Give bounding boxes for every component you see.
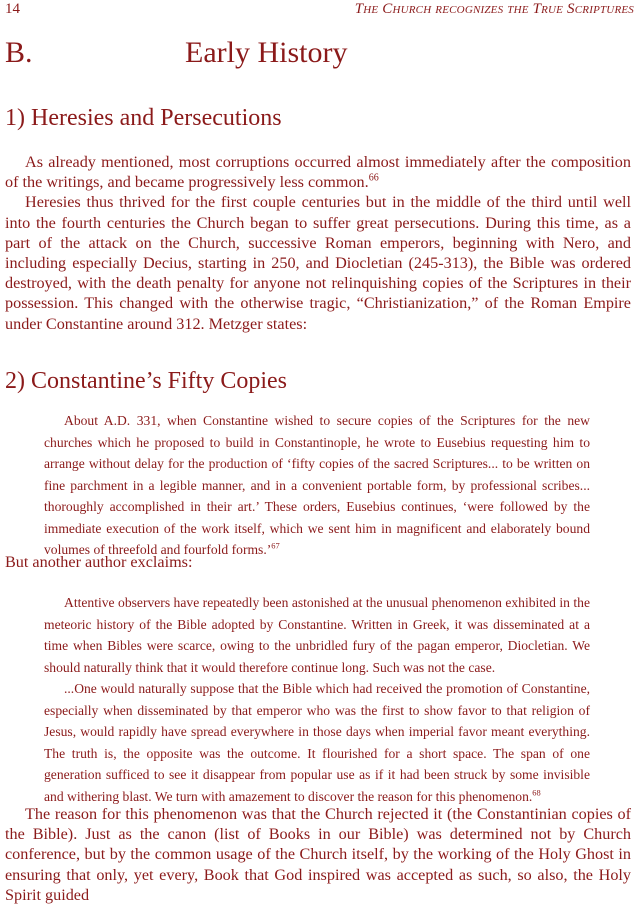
- page-number: 14: [5, 1, 20, 17]
- quote-text: ...One would naturally suppose that the Bible which had received the promotion of Constantine, especially when disseminated by that emperor who was the first to show favor to that religion of Jesus, would rapidly have spread everywhere in those days when imperial favor meant everything. The truth is, the opposite was the outcome. It flourished for a short space. The span of one generation sufficed to see it disappear from popular use as if it had been struck by some invisible and withering blast. We turn with amazement to discover the reason for this phenomenon.: [44, 681, 590, 804]
- paragraph-text: As already mentioned, most corruptions occurred almost immediately after the composition of the writings, and became progressively less common.: [5, 153, 631, 192]
- chapter-letter: B.: [5, 36, 33, 69]
- footnote-ref: 66: [368, 172, 379, 184]
- section-heading-heresies: 1) Heresies and Persecutions: [5, 105, 282, 131]
- paragraph: [5, 552, 631, 572]
- quote-text: About A.D. 331, when Constantine wished to secure copies of the Scriptures for the new churches which he proposed to build in Constantinople, he wrote to Eusebius requesting him to arrange without delay for the production of ‘fifty copies of the sacred Scriptures... to be written on fine parchment in a legible manner, and in a convenient portable form, by professional scribes... thoroughly accomplished in their art.’ These orders, Eusebius continues, ‘were followed by the immediate execution of the work itself, which we sent him in magnificent and elaborately bound volumes of threefold and fourfold forms.’: [44, 413, 590, 557]
- chapter-title: Early History: [185, 36, 348, 69]
- interlude-line: [5, 552, 631, 572]
- paragraph-text: But another author exclaims:: [5, 553, 193, 571]
- paragraph: [5, 192, 631, 333]
- paragraph-text: The reason for this phenomenon was that the Church rejected it (the Constantinian copies of the Bible). Just as the canon (list of Books in our Bible) was determined not by Church conference, but by the common usage of the Church itself, by the working of the Holy Ghost in ensuring that only, yet every, Book that God inspired was accepted as such, so also, the Holy Spirit guided: [5, 805, 631, 904]
- block-quote-author: [44, 592, 590, 807]
- quote-paragraph: [44, 592, 590, 678]
- footnote-ref: 68: [532, 786, 541, 797]
- footnote-ref: 67: [271, 540, 280, 551]
- paragraph: [5, 152, 631, 192]
- section-body-heresies: [5, 152, 631, 334]
- closing-paragraph-block: [5, 804, 631, 905]
- paragraph: [5, 804, 631, 905]
- running-title: The Church recognizes the True Scriptures: [354, 1, 634, 17]
- quote-paragraph: [44, 678, 590, 807]
- chapter-heading: [5, 36, 634, 76]
- block-quote-metzger: [44, 410, 590, 561]
- running-header: [5, 1, 634, 21]
- section-heading-constantine: 2) Constantine’s Fifty Copies: [5, 368, 287, 394]
- quote-text: Attentive observers have repeatedly been astonished at the unusual phenomenon exhibited in the meteoric history of the Bible adopted by Constantine. Written in Greek, it was disseminated at a time when Bibles were scarce, owing to the unbridled fury of the pagan emperor, Diocletian. We should naturally think that it would therefore continue long. Such was not the case.: [44, 595, 590, 675]
- paragraph-text: Heresies thus thrived for the first couple centuries but in the middle of the third until well into the fourth centuries the Church began to suffer great persecutions. During this time, as a part of the attack on the Church, successive Roman emperors, beginning with Nero, and including especially Decius, starting in 250, and Diocletian (245-313), the Bible was ordered destroyed, with the death penalty for anyone not relinquishing copies of the Scriptures in their possession. This changed with the otherwise tragic, “Christianization,” of the Roman Empire under Constantine around 312. Metzger states:: [5, 193, 631, 333]
- quote-paragraph: [44, 410, 590, 561]
